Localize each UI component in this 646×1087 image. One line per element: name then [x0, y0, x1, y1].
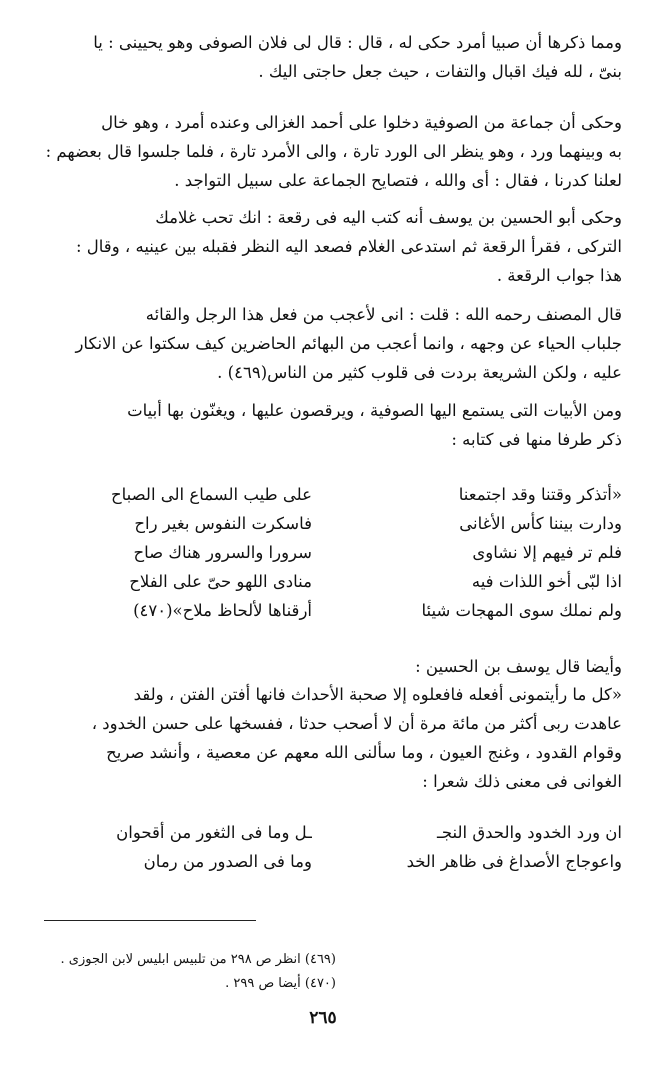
verse-first-hemistich: ودارت بيننا كأس الأغانى	[459, 514, 622, 533]
poem-2	[22, 818, 622, 876]
text-line: ذكر طرفا منها فى كتابه :	[451, 430, 622, 449]
poem-verse	[22, 818, 622, 847]
verse-second-hemistich: ـل وما فى الثغور من أقحوان	[116, 823, 312, 842]
text-line: «كل ما رأيتمونى أفعله فافعلوه إلا صحبة الأحداث فانها أفتن الفتن ، ولقد	[133, 685, 622, 704]
text-line: وقوام القدود ، وغنج العيون ، وما سألنى الله معهم عن معصية ، وأنشد صريح	[106, 743, 622, 762]
poem-verse	[22, 538, 622, 567]
verse-second-hemistich: وما فى الصدور من رمان	[143, 852, 312, 871]
verse-first-hemistich: اذا لبّى أخو اللذات فيه	[471, 572, 622, 591]
text-line: بنىّ ، لله فيك اقبال والتفات ، حيث جعل حاجتى اليك .	[258, 62, 622, 81]
page-number: ٢٦٥	[309, 1008, 337, 1028]
footnote-470: (٤٧٠) أيضا ص ٢٩٩ .	[225, 976, 336, 991]
paragraph-6	[22, 652, 622, 681]
paragraph-7	[22, 680, 622, 796]
verse-second-hemistich: أرقناها لألحاظ ملاح»(٤٧٠)	[133, 601, 312, 620]
verse-second-hemistich: سرورا والسرور هناك صاح	[133, 543, 312, 562]
poem-verse	[22, 480, 622, 509]
verse-first-hemistich: فلم تر فيهم إلا نشاوى	[472, 543, 622, 562]
paragraph-4	[22, 300, 622, 387]
text-line: ومما ذكرها أن صبيا أمرد حكى له ، قال : قال لى فلان الصوفى وهو يحيينى : يا	[93, 33, 622, 52]
footnote-469: (٤٦٩) انظر ص ٢٩٨ من تلبيس ابليس لابن الجوزى .	[60, 952, 336, 967]
verse-first-hemistich: ولم نملك سوى المهجات شيئا	[421, 601, 622, 620]
text-line: لعلنا كدرنا ، فقال : أى والله ، فتصايح الجماعة على سبيل التواجد .	[174, 171, 622, 190]
poem-verse	[22, 567, 622, 596]
text-line: وحكى أبو الحسين بن يوسف أنه كتب اليه فى رقعة : انك تحب غلامك	[155, 208, 622, 227]
poem-1	[22, 480, 622, 625]
text-line: التركى ، فقرأ الرقعة ثم استدعى الغلام فصعد اليه النظر فقبله بين عينيه ، وقال :	[75, 237, 622, 256]
text-line: به وبينهما ورد ، وهو ينظر الى الورد تارة ، والى الأمرد تارة ، فلما جلسوا قال بعضهم :	[45, 142, 622, 161]
text-line: ومن الأبيات التى يستمع اليها الصوفية ، ويرقصون عليها ، ويغنّون بها أبيات	[127, 401, 622, 420]
text-line: وأيضا قال يوسف بن الحسين :	[415, 657, 622, 676]
paragraph-1	[22, 28, 622, 86]
poem-verse	[22, 847, 622, 876]
verse-second-hemistich: منادى اللهو حىّ على الفلاح	[129, 572, 312, 591]
paragraph-2	[22, 108, 622, 195]
text-line: قال المصنف رحمه الله : قلت : انى لأعجب من فعل هذا الرجل والقائه	[145, 305, 622, 324]
text-line: هذا جواب الرقعة .	[496, 266, 622, 285]
verse-first-hemistich: «أتذكر وقتنا وقد اجتمعنا	[458, 485, 622, 504]
verse-second-hemistich: على طيب السماع الى الصباح	[110, 485, 312, 504]
verse-first-hemistich: واعوجاج الأصداغ فى ظاهر الخد	[406, 852, 622, 871]
text-line: وحكى أن جماعة من الصوفية دخلوا على أحمد الغزالى وعنده أمرد ، وهو خال	[101, 113, 622, 132]
text-line: عاهدت ربى أكثر من مائة مرة أن لا أصحب حدثا ، ففسخها على حسن الخدود ،	[91, 714, 622, 733]
text-line: الغوانى فى معنى ذلك شعرا :	[422, 772, 622, 791]
verse-first-hemistich: ان ورد الخدود والحدق النجـ	[437, 823, 622, 842]
verse-second-hemistich: فاسكرت النفوس بغير راح	[134, 514, 312, 533]
poem-verse	[22, 509, 622, 538]
text-line: جلباب الحياء عن وجهه ، وانما أعجب من البهائم الحاضرين كيف سكتوا عن الانكار	[75, 334, 622, 353]
paragraph-3	[22, 203, 622, 290]
text-line: عليه ، ولكن الشريعة بردت فى قلوب كثير من الناس(٤٦٩) .	[217, 363, 622, 382]
poem-verse	[22, 596, 622, 625]
paragraph-5	[22, 396, 622, 454]
footnote-divider	[44, 920, 256, 921]
